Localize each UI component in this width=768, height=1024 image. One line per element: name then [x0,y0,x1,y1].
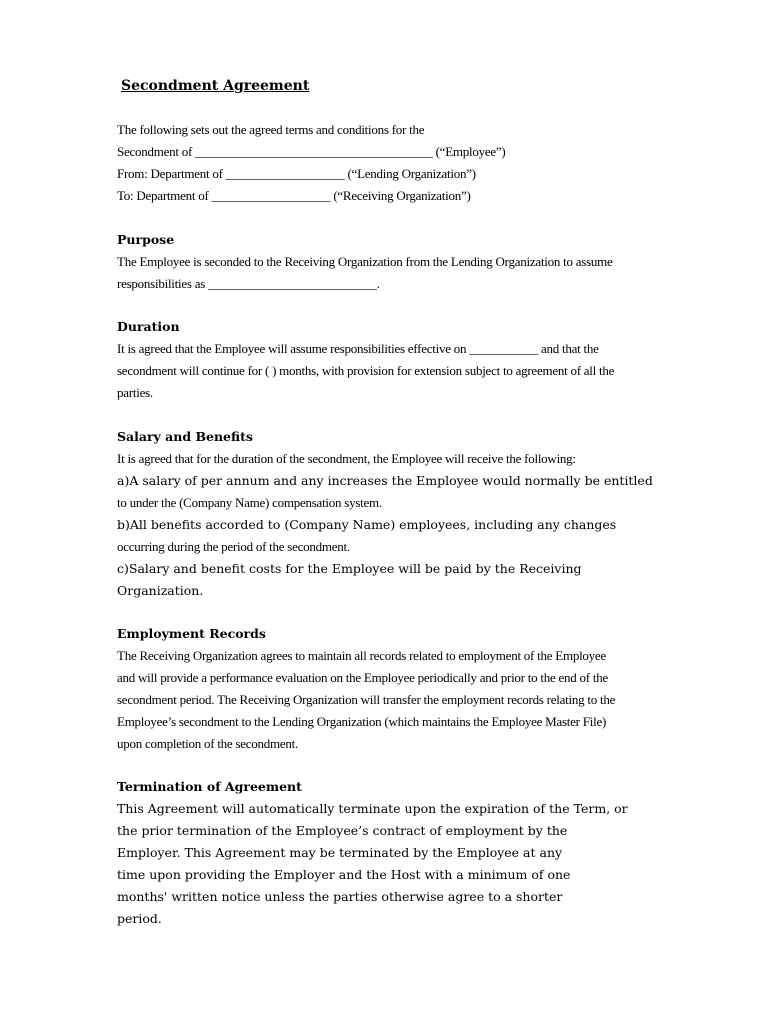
salary-line: a)A salary of per annum and any increases the Employee would normally be entitled [117,473,653,488]
section-heading-salary: Salary and Benefits [117,429,253,444]
termination-line: time upon providing the Employer and the Host with a minimum of one [117,867,571,882]
document-title: Secondment Agreement [121,78,310,94]
intro-line: Secondment of ______________________________________ (“Employee”) [117,144,506,159]
termination-line: months' written notice unless the parties otherwise agree to a shorter [117,889,563,904]
termination-line: This Agreement will automatically terminate upon the expiration of the Term, or [117,801,628,816]
salary-line: It is agreed that for the duration of the secondment, the Employee will receive the following: [117,451,576,466]
salary-line: Organization. [117,583,204,598]
intro-line: From: Department of ___________________ (“Lending Organization”) [117,166,476,181]
records-line: The Receiving Organization agrees to maintain all records related to employment of the Employee [117,648,606,663]
duration-line: parties. [117,385,153,400]
purpose-line: The Employee is seconded to the Receiving Organization from the Lending Organization to assume [117,254,613,269]
section-heading-termination: Termination of Agreement [117,779,302,794]
records-line: and will provide a performance evaluation on the Employee periodically and prior to the end of the [117,670,608,685]
salary-line: b)All benefits accorded to (Company Name) employees, including any changes [117,517,617,532]
records-line: secondment period. The Receiving Organization will transfer the employment records relating to the [117,692,616,707]
duration-line: secondment will continue for ( ) months, with provision for extension subject to agreement of all the [117,363,615,378]
section-heading-duration: Duration [117,319,180,334]
section-heading-employment-records: Employment Records [117,626,266,641]
purpose-line: responsibilities as ___________________________. [117,276,380,291]
termination-line: period. [117,911,162,926]
duration-line: It is agreed that the Employee will assume responsibilities effective on ___________ and that the [117,341,599,356]
intro-line: The following sets out the agreed terms and conditions for the [117,122,425,137]
intro-line: To: Department of ___________________ (“Receiving Organization”) [117,188,471,203]
records-line: Employee’s secondment to the Lending Organization (which maintains the Employee Master File) [117,714,607,729]
section-heading-purpose: Purpose [117,232,175,247]
salary-line: occurring during the period of the secondment. [117,539,350,554]
termination-line: the prior termination of the Employee’s contract of employment by the [117,823,568,838]
salary-line: c)Salary and benefit costs for the Employee will be paid by the Receiving [117,561,582,576]
salary-line: to under the (Company Name) compensation system. [117,495,382,510]
termination-line: Employer. This Agreement may be terminated by the Employee at any [117,845,563,860]
records-line: upon completion of the secondment. [117,736,299,751]
